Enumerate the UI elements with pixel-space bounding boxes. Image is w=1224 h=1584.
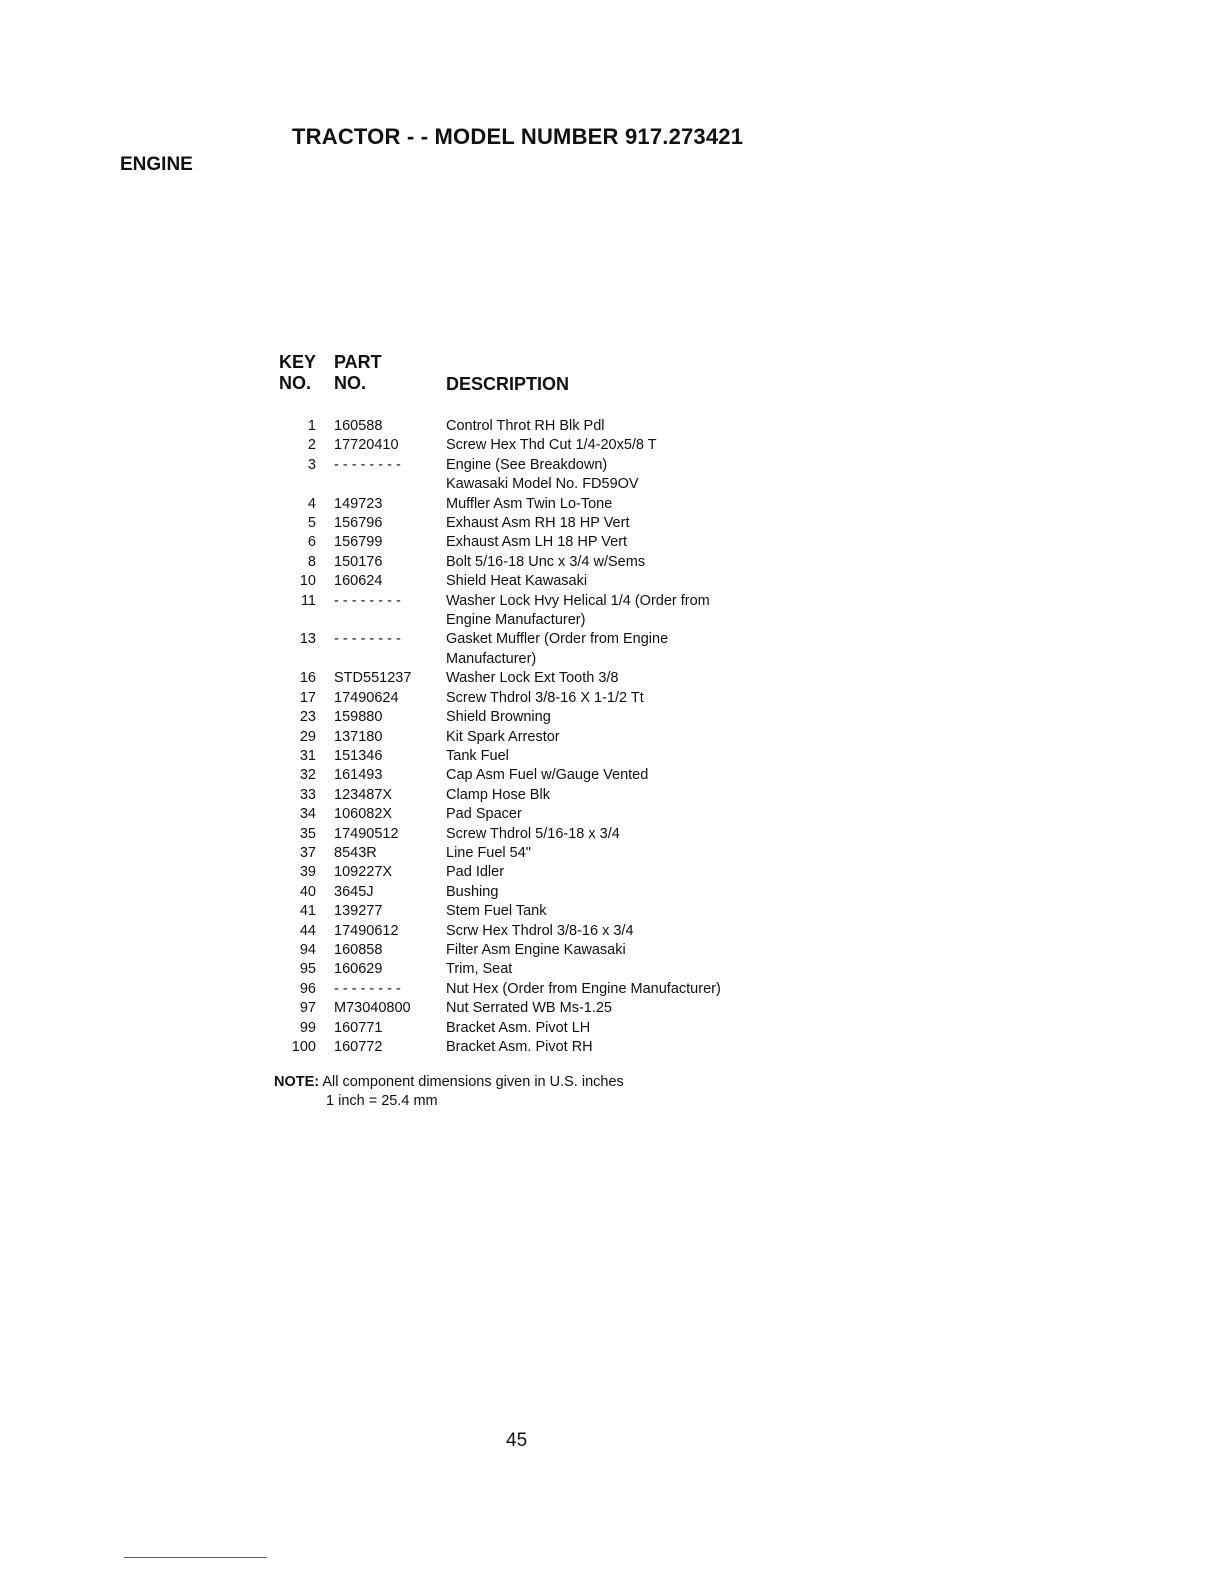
description: Scrw Hex Thdrol 3/8-16 x 3/4	[446, 922, 634, 939]
description: Clamp Hose Blk	[446, 786, 550, 803]
description: Exhaust Asm LH 18 HP Vert	[446, 534, 628, 551]
note	[274, 1073, 624, 1111]
page-title: TRACTOR - - MODEL NUMBER 917.273421	[292, 124, 744, 149]
description: Nut Serrated WB Ms-1.25	[446, 1000, 612, 1017]
description: Shield Heat Kawasaki	[446, 573, 588, 590]
description: Bracket Asm. Pivot RH	[446, 1039, 593, 1055]
key-no: 95	[299, 961, 316, 978]
key-no: 4	[307, 495, 316, 512]
footer-rule	[124, 1557, 267, 1558]
description: Engine (See Breakdown) Kawasaki Model No. FD59OV	[446, 456, 639, 493]
part-no: 156796	[334, 515, 383, 532]
table-row	[270, 728, 790, 747]
key-no: 23	[299, 709, 316, 726]
note-line-1: All component dimensions given in U.S. inches	[319, 1074, 624, 1090]
key-no: 39	[299, 864, 316, 881]
description: Control Throt RH Blk Pdl	[446, 418, 605, 434]
part-no: - - - - - - - -	[334, 456, 401, 473]
description: Nut Hex (Order from Engine Manufacturer)	[446, 980, 721, 997]
key-no: 32	[299, 767, 316, 784]
column-header-key-no: KEY NO.	[279, 352, 317, 393]
table-row	[270, 533, 790, 552]
table-row	[270, 417, 790, 436]
key-no: 3	[307, 456, 316, 473]
part-no: 8543R	[334, 844, 377, 861]
description: Bolt 5/16-18 Unc x 3/4 w/Sems	[446, 553, 646, 570]
key-no: 13	[299, 631, 316, 648]
key-no: 97	[299, 1000, 316, 1017]
key-no: 41	[299, 903, 316, 920]
table-row	[270, 960, 790, 979]
key-no: 37	[299, 844, 316, 861]
part-no: - - - - - - - -	[334, 631, 401, 648]
key-no: 29	[299, 728, 316, 745]
description: Kit Spark Arrestor	[446, 728, 560, 745]
table-row	[270, 980, 790, 999]
note-label: NOTE:	[274, 1074, 320, 1090]
table-row	[270, 553, 790, 572]
part-no: 160588	[334, 418, 383, 434]
part-no: 161493	[334, 767, 383, 784]
description: Trim, Seat	[446, 961, 513, 978]
description: Pad Idler	[446, 864, 505, 881]
description: Exhaust Asm RH 18 HP Vert	[446, 515, 630, 532]
description: Muffler Asm Twin Lo-Tone	[446, 495, 613, 512]
table-row	[270, 999, 790, 1018]
description: Filter Asm Engine Kawasaki	[446, 941, 626, 958]
key-no: 33	[299, 786, 316, 803]
key-no: 5	[307, 515, 316, 532]
part-no: 160629	[334, 961, 383, 978]
table-row	[270, 805, 790, 824]
part-no: 17490612	[334, 922, 399, 939]
part-no: 160858	[334, 941, 383, 958]
description: Bushing	[446, 883, 499, 900]
key-no: 1	[307, 418, 316, 434]
key-no: 40	[299, 883, 316, 900]
part-no: 159880	[334, 709, 383, 726]
part-no: 17490512	[334, 825, 399, 842]
key-no: 8	[307, 553, 316, 570]
key-no: 16	[299, 670, 316, 687]
key-no: 2	[307, 437, 316, 454]
page-number: 45	[506, 1430, 528, 1451]
part-no: 106082X	[334, 806, 393, 823]
table-row	[270, 630, 790, 669]
part-no: 17490624	[334, 689, 399, 706]
table-row	[270, 883, 790, 902]
table-row	[270, 844, 790, 863]
key-no: 35	[299, 825, 316, 842]
part-no: 149723	[334, 495, 383, 512]
key-no: 10	[299, 573, 316, 590]
key-no: 100	[291, 1039, 316, 1055]
key-no: 94	[299, 941, 316, 958]
table-row	[270, 766, 790, 785]
part-no: 150176	[334, 553, 383, 570]
table-row	[270, 495, 790, 514]
description: Tank Fuel	[446, 747, 509, 764]
part-no: 17720410	[334, 437, 399, 454]
table-row	[270, 689, 790, 708]
parts-list	[270, 417, 790, 1057]
table-row	[270, 669, 790, 688]
description: Screw Thdrol 5/16-18 x 3/4	[446, 825, 620, 842]
column-header-part-no: PART NO.	[334, 352, 382, 393]
key-no: 96	[299, 980, 316, 997]
part-no: 156799	[334, 534, 383, 551]
description: Gasket Muffler (Order from Engine Manufacturer)	[446, 631, 669, 667]
key-no: 44	[299, 922, 316, 939]
key-no: 34	[299, 806, 316, 823]
note-line-2: 1 inch = 25.4 mm	[326, 1093, 438, 1109]
part-no: 160624	[334, 573, 383, 590]
table-row	[270, 514, 790, 533]
table-row	[270, 708, 790, 727]
part-no: 123487X	[334, 786, 393, 803]
description: Screw Hex Thd Cut 1/4-20x5/8 T	[446, 437, 657, 454]
table-row	[270, 747, 790, 766]
table-row	[270, 825, 790, 844]
key-no: 17	[299, 689, 316, 706]
part-no: 137180	[334, 728, 383, 745]
part-no: M73040800	[334, 1000, 411, 1017]
table-row	[270, 922, 790, 941]
part-no: 160772	[334, 1039, 383, 1055]
description: Stem Fuel Tank	[446, 903, 547, 920]
description: Pad Spacer	[446, 806, 522, 823]
part-no: 160771	[334, 1019, 383, 1036]
key-no: 11	[300, 592, 316, 609]
description: Washer Lock Ext Tooth 3/8	[446, 670, 619, 687]
table-row	[270, 1019, 790, 1038]
table-row	[270, 941, 790, 960]
part-no: 139277	[334, 903, 383, 920]
description: Screw Thdrol 3/8-16 X 1-1/2 Tt	[446, 689, 644, 706]
table-row	[270, 436, 790, 455]
part-no: - - - - - - - -	[334, 592, 401, 609]
description: Cap Asm Fuel w/Gauge Vented	[446, 767, 649, 784]
table-row	[270, 1038, 790, 1057]
table-row	[270, 572, 790, 591]
part-no: 109227X	[334, 864, 393, 881]
table-row	[270, 456, 790, 495]
section-title: ENGINE	[120, 154, 193, 175]
part-no: 3645J	[334, 883, 374, 900]
part-no: STD551237	[334, 670, 412, 687]
description: Shield Browning	[446, 709, 551, 726]
table-row	[270, 786, 790, 805]
part-no: 151346	[334, 747, 383, 764]
description: Line Fuel 54"	[446, 844, 531, 861]
table-row	[270, 902, 790, 921]
key-no: 6	[307, 534, 316, 551]
description: Bracket Asm. Pivot LH	[446, 1019, 591, 1036]
table-row	[270, 863, 790, 882]
table-row	[270, 592, 790, 631]
key-no: 31	[299, 747, 316, 764]
key-no: 99	[299, 1019, 316, 1036]
description: Washer Lock Hvy Helical 1/4 (Order from Engine Manufacturer)	[446, 592, 710, 629]
column-header-description: DESCRIPTION	[446, 374, 570, 394]
part-no: - - - - - - - -	[334, 980, 401, 997]
